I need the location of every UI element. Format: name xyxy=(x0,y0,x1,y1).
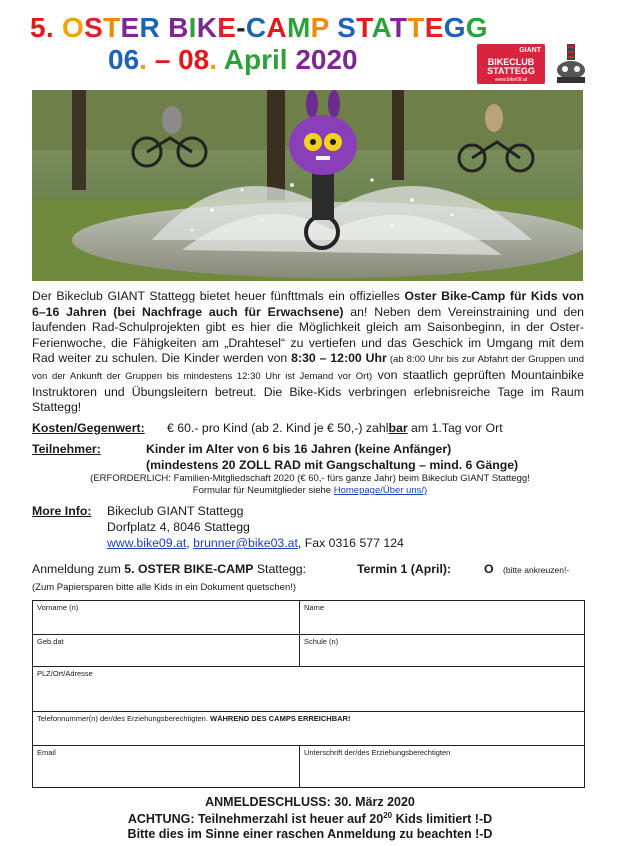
logo-club-line1: BIKECLUB xyxy=(487,57,535,67)
logo-web: www.bike09.at xyxy=(494,77,528,83)
title-letter-12: A xyxy=(266,12,287,43)
intro-paragraph xyxy=(32,289,584,416)
title-letter-19: T xyxy=(407,12,425,43)
email-link[interactable]: brunner@bike03.at xyxy=(193,536,298,550)
teilnehmer-line1: Kinder im Alter von 6 bis 16 Jahren (keine Anfänger) xyxy=(146,442,452,456)
deadline: ANMELDESCHLUSS: 30. März 2020 xyxy=(205,795,415,809)
title-letter-1: O xyxy=(62,12,85,43)
title-letter-14: P xyxy=(310,12,338,43)
teilnehmer-label: Teilnehmer: xyxy=(32,442,101,456)
title-letter-20: E xyxy=(424,12,444,43)
mascot-icon xyxy=(551,42,591,86)
intro-highlight: Oster Bike-Camp für Kids von 6–16 Jahren (bei Nachfrage auch für Erwachsene) xyxy=(32,289,584,319)
event-title xyxy=(30,12,488,44)
homepage-link[interactable]: Homepage/Über uns/) xyxy=(333,485,428,496)
club-address: Dorfplatz 4, 8046 Stattegg xyxy=(107,520,250,534)
gebdat-field[interactable]: Geb.dat xyxy=(37,637,64,646)
intro-text-2: an! Neben dem Vereinstraining und den laufenden Rad-Schulprojekten gibt es hier die Möglichkeit gleich am Saisonbeginn, in der Oster-Ferienwoche, die Fähigkeiten am „Drahtesel“ zu vertiefen und das Geschick im Umgang mit dem Rad weiter zu schulen. Die Kinder werden von xyxy=(32,304,584,366)
email-field[interactable]: Email xyxy=(37,748,56,757)
title-letter-13: M xyxy=(286,12,311,43)
event-date xyxy=(108,44,358,76)
bikeclub-logo xyxy=(477,44,545,84)
more-info-label: More Info: xyxy=(32,504,92,518)
intro-text-1: Der Bikeclub GIANT Stattegg bietet heuer fünfttmals ein offizielles xyxy=(32,289,405,303)
anmeldung-line: Anmeldung zum 5. OSTER BIKE-CAMP Stattegg: xyxy=(32,562,307,576)
registration-form xyxy=(32,600,585,788)
title-letter-8: K xyxy=(196,12,218,43)
membership-form-note: Formular für Neumitglieder siehe Homepage/Über uns/) xyxy=(192,485,428,496)
title-letter-2: S xyxy=(84,12,104,43)
title-letter-5: R xyxy=(139,12,169,43)
kosten-label: Kosten/Gegenwert: xyxy=(32,421,145,435)
kosten-value: € 60.- pro Kind (ab 2. Kind je € 50,-) zahlbar am 1.Tag vor Ort xyxy=(167,421,503,435)
participant-limit: ACHTUNG: Teilnehmerzahl ist heuer auf $20^{20}$ Kids limitiert !-D xyxy=(127,811,493,827)
address-field[interactable]: PLZ/Ort/Adresse xyxy=(37,669,93,678)
title-letter-15: S xyxy=(337,12,357,43)
bike-splash-photo xyxy=(32,90,583,281)
date-part-4: . xyxy=(209,44,224,75)
vorname-field[interactable]: Vorname (n) xyxy=(37,603,79,612)
title-letter-21: G xyxy=(443,12,466,43)
name-field[interactable]: Name xyxy=(304,603,325,612)
telefon-field[interactable]: Telefonnummer(n) der/des Erziehungsberechtigten. WÄHREND DES CAMPS ERREICHBAR! xyxy=(37,714,351,723)
date-part-1: . xyxy=(139,44,155,75)
membership-note: (ERFORDERLICH: Familien-Mitgliedschaft 2020 (€ 60,- fürs ganze Jahr) beim Bikeclub GIANT Stattegg! xyxy=(90,473,530,484)
title-letter-16: T xyxy=(356,12,372,43)
early-registration-note: Bitte dies im Sinne einer raschen Anmeldung zu beachten !-D xyxy=(127,827,493,841)
title-letter-4: E xyxy=(120,12,140,43)
termin-checkbox[interactable]: O xyxy=(484,562,494,576)
date-part-0: 06 xyxy=(108,44,140,75)
giant-brand: GIANT xyxy=(519,47,541,54)
date-part-5: April xyxy=(223,44,296,75)
intro-small-note: (ab 8:00 Uhr bis zur Abfahrt der Gruppen und von der Ankunft der Gruppen bis mindestens 12:30 Uhr ist Jemand vor Ort) xyxy=(32,354,584,382)
contact-line: www.bike09.at, brunner@bike03.at, Fax 0316 577 124 xyxy=(107,536,404,550)
date-part-3: 08 xyxy=(178,44,210,75)
title-letter-0: 5. xyxy=(30,12,63,43)
logo-club-line2: STATTEGG xyxy=(487,66,535,76)
date-part-6: 2020 xyxy=(295,44,358,75)
termin-label: Termin 1 (April): xyxy=(357,562,452,576)
title-letter-9: E xyxy=(217,12,237,43)
paper-note: (Zum Papiersparen bitte alle Kids in ein Dokument quetschen!) xyxy=(32,582,297,593)
title-letter-18: T xyxy=(389,12,408,43)
title-letter-10: - xyxy=(236,12,246,43)
title-letter-22: G xyxy=(465,12,488,43)
date-part-2: – xyxy=(154,44,179,75)
website-link[interactable]: www.bike09.at xyxy=(107,536,187,550)
teilnehmer-line2: (mindestens 20 ZOLL RAD mit Gangschaltung – mind. 6 Gänge) xyxy=(146,458,519,472)
signature-field[interactable]: Unterschrift der/des Erziehungsberechtigten xyxy=(304,748,451,757)
schule-field[interactable]: Schule (n) xyxy=(304,637,339,646)
title-letter-11: C xyxy=(245,12,267,43)
title-letter-17: A xyxy=(371,12,390,43)
intro-text-3: von staatlich geprüften Mountainbike Instruktoren und Übungsleitern betreut. Die Bike-Kids verbringen erlebnisreiche Tage im Raum Stattegg! xyxy=(32,367,584,415)
title-letter-7: I xyxy=(188,12,197,43)
tick-note: (bitte ankreuzen!- xyxy=(503,565,570,575)
title-letter-3: T xyxy=(103,12,121,43)
title-letter-6: B xyxy=(168,12,189,43)
club-name: Bikeclub GIANT Stattegg xyxy=(107,504,244,518)
intro-time: 8:30 – 12:00 Uhr xyxy=(291,351,387,366)
